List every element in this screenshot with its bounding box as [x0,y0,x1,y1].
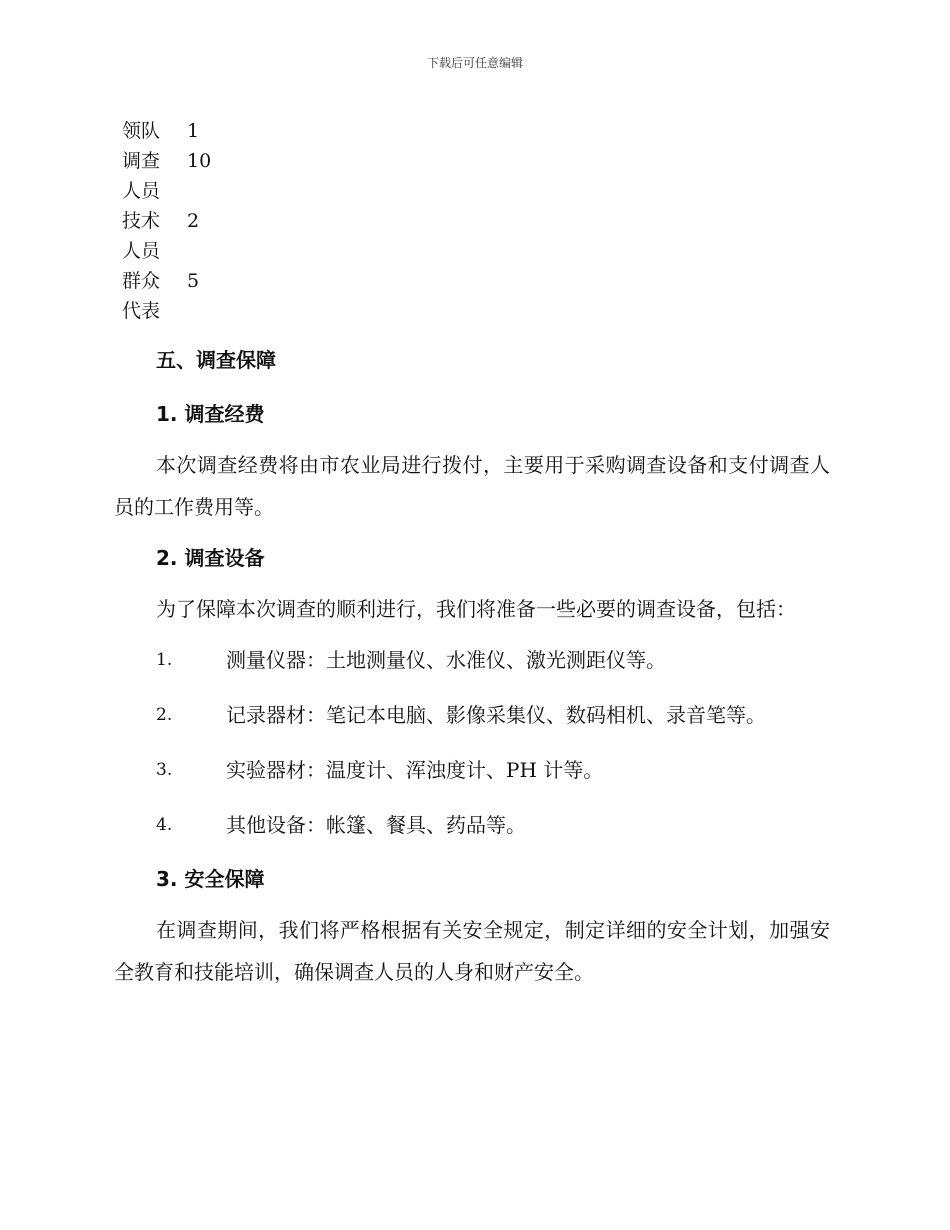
staff-count: 1 [187,120,200,142]
safety-heading: 3. 安全保障 [156,867,265,891]
equipment-list [114,642,830,843]
equipment-heading: 2. 调查设备 [156,546,265,570]
list-item [114,642,830,678]
section-title: 五、调查保障 [156,348,276,372]
list-item-number: 2. [156,705,173,725]
staff-role: 群众代表 [122,270,161,322]
staff-table [114,116,247,326]
funding-paragraph: 本次调查经费将由市农业局进行拨付，主要用于采购调查设备和支付调查人员的工作费用等。 [114,453,830,519]
staff-count: 5 [187,270,200,292]
staff-role: 领队 [122,120,161,142]
staff-row [114,146,247,206]
safety-paragraph: 在调查期间，我们将严格根据有关安全规定，制定详细的安全计划，加强安全教育和技能培训，确保调查人员的人身和财产安全。 [114,918,830,984]
staff-count: 10 [187,150,212,172]
list-item [114,752,830,788]
staff-row [114,116,247,146]
staff-row [114,266,247,326]
list-item-text: 其他设备：帐篷、餐具、药品等。 [226,813,526,837]
staff-row [114,206,247,266]
staff-role: 技术人员 [122,210,161,262]
list-item-number: 1. [156,650,173,670]
funding-heading: 1. 调查经费 [156,402,265,426]
equipment-intro: 为了保障本次调查的顺利进行，我们将准备一些必要的调查设备，包括： [156,597,796,621]
list-item-number: 4. [156,815,173,835]
staff-count: 2 [187,210,200,232]
list-item-text: 记录器材：笔记本电脑、影像采集仪、数码相机、录音笔等。 [226,703,766,727]
page-header: 下载后可任意编辑 [426,56,523,70]
list-item-number: 3. [156,760,173,780]
list-item [114,807,830,843]
staff-role: 调查人员 [122,150,161,202]
document-body [114,342,830,993]
list-item-text: 实验器材：温度计、浑浊度计、PH 计等。 [226,758,604,782]
list-item [114,697,830,733]
list-item-text: 测量仪器：土地测量仪、水准仪、激光测距仪等。 [226,648,666,672]
